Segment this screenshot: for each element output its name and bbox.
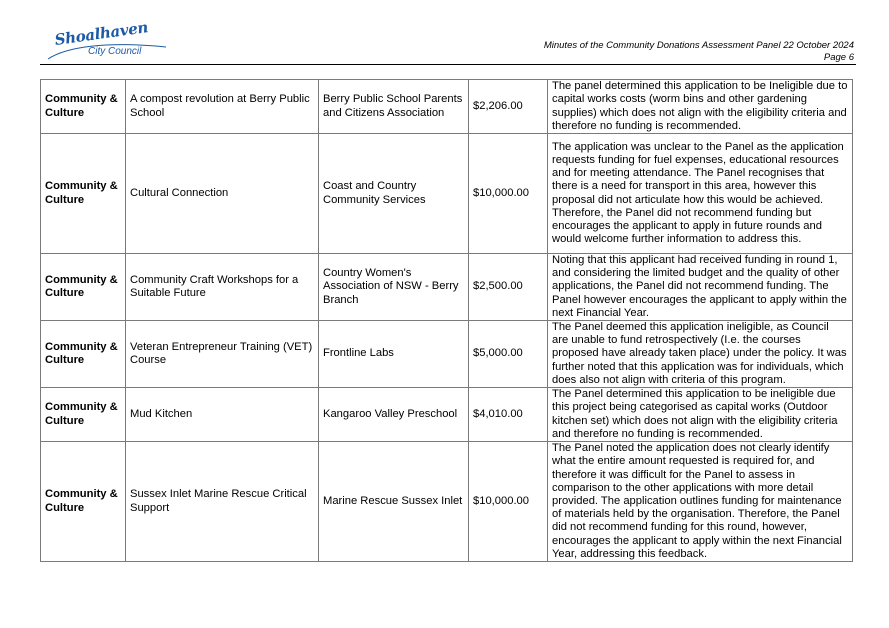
amount-cell: $10,000.00 bbox=[469, 134, 548, 254]
amount-cell: $5,000.00 bbox=[469, 321, 548, 388]
amount-cell: $2,500.00 bbox=[469, 254, 548, 321]
applicant-cell: Berry Public School Parents and Citizens Association bbox=[319, 80, 469, 134]
table-row bbox=[41, 388, 853, 442]
page-header bbox=[40, 0, 856, 66]
project-cell: Community Craft Workshops for a Suitable Future bbox=[126, 254, 319, 321]
comment-cell: The Panel deemed this application ineligible, as Council are unable to fund retrospectively (I.e. the courses proposed have already taken place) under the policy. It was further noted that this application was for individuals, which does also not align with criteria of this program. bbox=[548, 321, 853, 388]
category-cell: Community & Culture bbox=[41, 254, 126, 321]
logo-name: Shoalhaven bbox=[53, 18, 150, 49]
applications-table bbox=[40, 79, 853, 562]
comment-cell: The Panel noted the application does not clearly identify what the entire amount requested is required for, and therefore it was difficult for the Panel to assess in comparison to the other applications with more detail provided. The application outlines funding for maintenance of materials held by the organisation. Therefore, the Panel did not recommend funding for this round, however, encourages the applicant to apply within the next Financial Year, addressing this feedback. bbox=[548, 442, 853, 562]
comment-cell: The Panel determined this application to be ineligible due this project being categorised as capital works (Outdoor kitchen set) which does not align with the eligibility criteria and therefore no funding is recommended. bbox=[548, 388, 853, 442]
table-row bbox=[41, 442, 853, 562]
category-cell: Community & Culture bbox=[41, 134, 126, 254]
logo-subtitle: City Council bbox=[88, 46, 142, 57]
amount-cell: $4,010.00 bbox=[469, 388, 548, 442]
amount-cell: $10,000.00 bbox=[469, 442, 548, 562]
project-cell: Mud Kitchen bbox=[126, 388, 319, 442]
table-row bbox=[41, 134, 853, 254]
comment-cell: The panel determined this application to be Ineligible due to capital works costs (worm bins and other gardening supplies) which does not align with the eligibility criteria and therefore no funding is recommended. bbox=[548, 80, 853, 134]
page-number: Page 6 bbox=[823, 52, 854, 63]
table-row bbox=[41, 80, 853, 134]
applicant-cell: Kangaroo Valley Preschool bbox=[319, 388, 469, 442]
document-title: Minutes of the Community Donations Assessment Panel 22 October 2024 bbox=[543, 40, 854, 51]
applicant-cell: Marine Rescue Sussex Inlet bbox=[319, 442, 469, 562]
project-cell: Cultural Connection bbox=[126, 134, 319, 254]
category-cell: Community & Culture bbox=[41, 388, 126, 442]
applicant-cell: Coast and Country Community Services bbox=[319, 134, 469, 254]
project-cell: A compost revolution at Berry Public School bbox=[126, 80, 319, 134]
applicant-cell: Frontline Labs bbox=[319, 321, 469, 388]
amount-cell: $2,206.00 bbox=[469, 80, 548, 134]
table-row bbox=[41, 321, 853, 388]
category-cell: Community & Culture bbox=[41, 321, 126, 388]
category-cell: Community & Culture bbox=[41, 442, 126, 562]
header-divider bbox=[40, 64, 856, 65]
table-row bbox=[41, 254, 853, 321]
project-cell: Sussex Inlet Marine Rescue Critical Support bbox=[126, 442, 319, 562]
project-cell: Veteran Entrepreneur Training (VET) Course bbox=[126, 321, 319, 388]
comment-cell: Noting that this applicant had received funding in round 1, and considering the limited budget and the quality of other applications, the Panel did not recommend funding. The Panel however encourages the applicant to apply within the next Financial Year. bbox=[548, 254, 853, 321]
council-logo bbox=[46, 18, 176, 63]
comment-cell: The application was unclear to the Panel as the application requests funding for fuel expenses, educational resources and for meeting attendance. The Panel recognises that there is a need for transport in this area, however this proposal did not articulate how this would be achieved. Therefore, the Panel did not recommend funding but encourages the applicant to apply in future rounds and would welcome further information to address this. bbox=[548, 134, 853, 254]
applicant-cell: Country Women's Association of NSW - Berry Branch bbox=[319, 254, 469, 321]
category-cell: Community & Culture bbox=[41, 80, 126, 134]
